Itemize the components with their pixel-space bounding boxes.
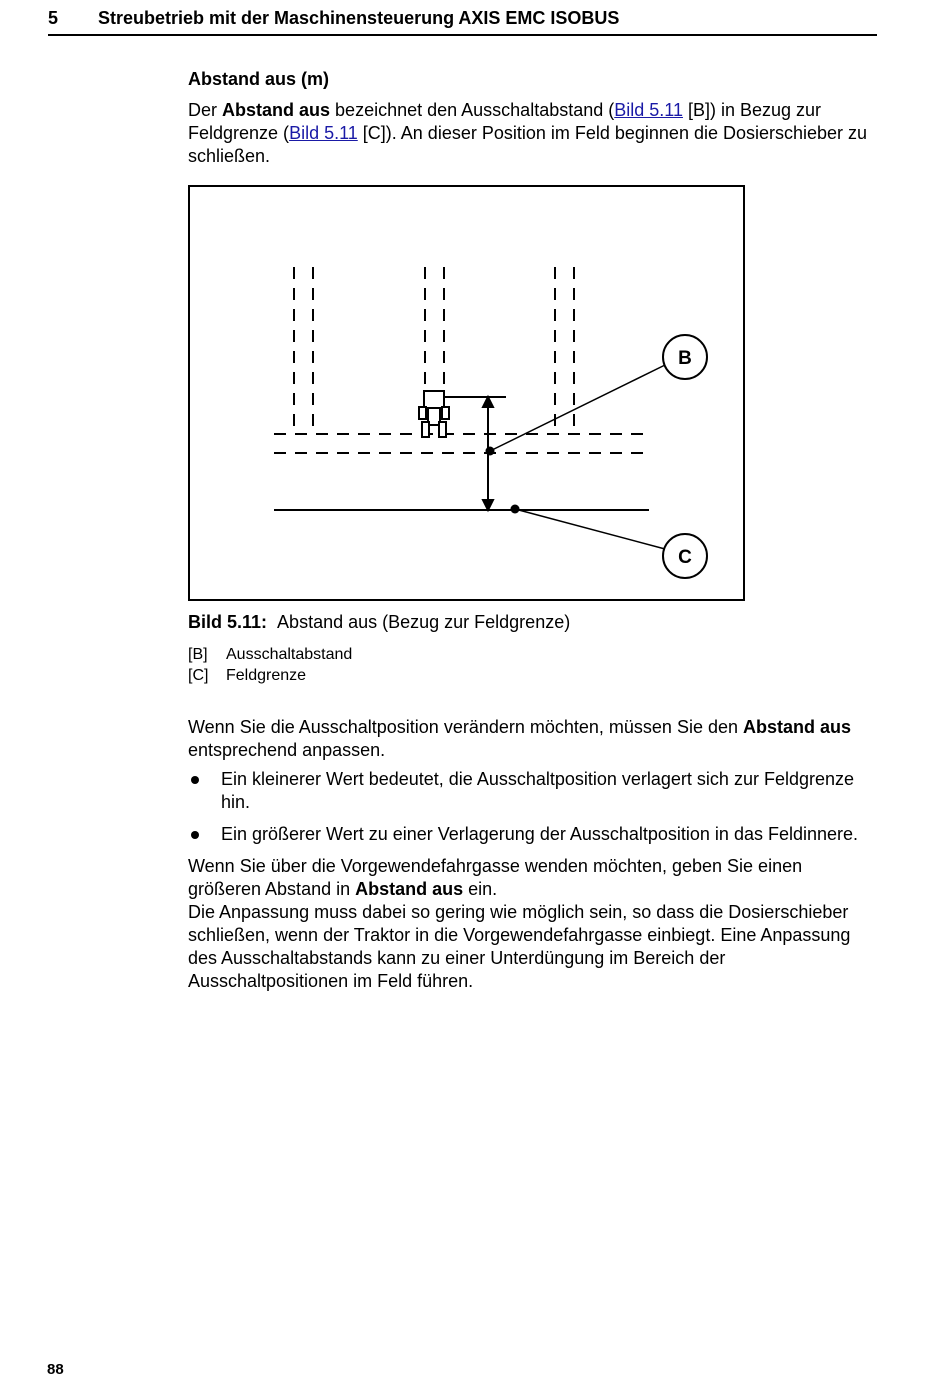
legend-text-c: Feldgrenze: [226, 667, 307, 684]
section-title: Abstand aus (m): [188, 69, 330, 89]
page-content: [188, 68, 878, 993]
headland-text-2: ein.: [463, 879, 498, 899]
adjust-term: Abstand aus: [743, 717, 852, 737]
bullet-text-smaller: Ein kleinerer Wert bedeutet, die Ausschaltposition verlagert sich zur Feldgrenze hin.: [221, 769, 854, 812]
callout-c-label: C: [678, 547, 692, 568]
list-item: [188, 823, 878, 846]
legend-row-b: [188, 644, 878, 665]
intro-text-2: bezeichnet den Ausschaltabstand (: [330, 100, 615, 120]
chapter-title: Streubetrieb mit der Maschinensteuerung AXIS EMC ISOBUS: [98, 8, 620, 28]
bullet-list: [188, 768, 878, 846]
callout-b-label: B: [678, 348, 692, 369]
headland-paragraph: [188, 855, 878, 901]
page-number: 88: [47, 1361, 64, 1378]
list-item: [188, 768, 878, 814]
headland-term: Abstand aus: [355, 879, 464, 899]
figure-number: Bild 5.11:: [188, 612, 268, 632]
figure-caption-text: Abstand aus (Bezug zur Feldgrenze): [277, 612, 571, 632]
chapter-number: 5: [48, 8, 59, 28]
bullet-dot: [191, 776, 199, 784]
adjustment-note-paragraph: Die Anpassung muss dabei so gering wie möglich sein, so dass die Dosierschieber schließen, wenn der Traktor in die Vorgewendefahrgasse einbiegt. Eine Anpassung des Ausschaltabstands kann zu einer Unterdüngung im Bereich der Ausschaltpositionen im Feld führen.: [188, 902, 851, 991]
intro-text-4: [C]). An dieser Position im Feld beginnen die Dosierschieber zu schließen.: [188, 123, 868, 166]
legend-key-b: [B]: [188, 646, 208, 663]
adjust-paragraph: [188, 716, 878, 762]
point-c-marker: [511, 505, 520, 514]
point-b-marker: [486, 447, 495, 456]
figure-legend: [188, 644, 878, 686]
intro-text-1: Der: [188, 100, 223, 120]
adjust-text-1: Wenn Sie die Ausschaltposition verändern möchten, müssen Sie den: [188, 717, 743, 737]
legend-key-c: [C]: [188, 667, 209, 684]
adjust-text-2: entsprechend anpassen.: [188, 740, 386, 760]
headland-text-1: Wenn Sie über die Vorgewendefahrgasse wenden möchten, geben Sie einen größeren Abstand in: [188, 856, 803, 899]
figure-link-b[interactable]: Bild 5.11: [614, 100, 683, 120]
legend-text-b: Ausschaltabstand: [226, 646, 353, 663]
page-header: [48, 4, 877, 36]
figure-link-c[interactable]: Bild 5.11: [289, 123, 358, 143]
bullet-dot: [191, 831, 199, 839]
legend-row-c: [188, 665, 878, 686]
figure-frame: [189, 186, 744, 600]
figure-caption: [188, 611, 878, 634]
intro-term: Abstand aus: [222, 100, 331, 120]
bullet-text-larger: Ein größerer Wert zu einer Verlagerung der Ausschaltposition in das Feldinnere.: [221, 824, 859, 844]
field-boundary-diagram: [188, 185, 745, 601]
intro-paragraph: [188, 99, 878, 168]
figure-diagram: [188, 185, 745, 601]
intro-text-3: [B]) in Bezug zur Feldgrenze (: [188, 100, 822, 143]
